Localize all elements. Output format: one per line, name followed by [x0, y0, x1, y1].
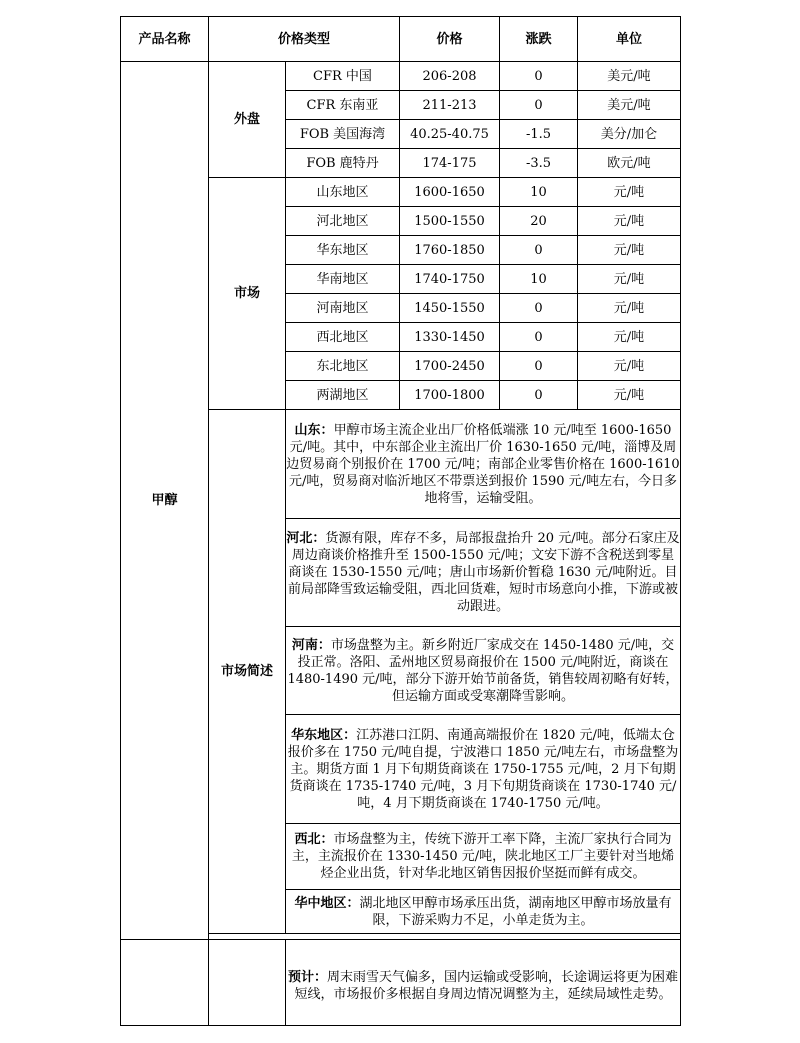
row-price: 1700-2450: [400, 352, 500, 381]
header-price-type: 价格类型: [209, 17, 400, 62]
header-price: 价格: [400, 17, 500, 62]
row-price: 1450-1550: [400, 294, 500, 323]
row-unit: 元/吨: [578, 265, 681, 294]
summary-text: 货源有限，库存不多，局部报盘抬升 20 元/吨。部分石家庄及周边商谈价格推升至 1500-1550 元/吨；文安下游不含税送到零星商谈在 1530-1550 元/吨；唐山市场新价暂稳 1630 元/吨附近。目前局部降雪致运输受阻，西北回货难，短时市场意向小推，下游或被动跟进。: [287, 531, 680, 614]
price-table: [120, 16, 681, 1026]
row-price: 1600-1650: [400, 178, 500, 207]
forecast-row: [121, 940, 681, 1026]
row-change: 0: [500, 62, 578, 91]
row-unit: 元/吨: [578, 236, 681, 265]
row-unit: 元/吨: [578, 352, 681, 381]
forecast-label: 预计：: [287, 969, 327, 985]
row-type: CFR 东南亚: [286, 91, 400, 120]
table-row: [121, 62, 681, 91]
row-unit: 美分/加仑: [578, 120, 681, 149]
group-summary: 市场简述: [209, 410, 286, 934]
header-product: 产品名称: [121, 17, 209, 62]
group-market: 市场: [209, 178, 286, 410]
summary-shandong: [286, 410, 681, 519]
summary-henan: [286, 627, 681, 715]
row-unit: 元/吨: [578, 294, 681, 323]
row-type: 河北地区: [286, 207, 400, 236]
product-name: 甲醇: [121, 62, 209, 940]
summary-text: 江苏港口江阴、南通高端报价在 1820 元/吨，低端太仓报价多在 1750 元/吨自提，宁波港口 1850 元/吨左右，市场盘整为主。期货方面 1 月下旬期货商谈在 1750-1755 元/吨，2 月下旬期货商谈在 1735-1740 元/吨，3 月下旬期货商谈在 1730-1740 元/吨，4 月下期货商谈在 1740-1750 元/吨。: [287, 727, 679, 811]
summary-text: 湖北地区甲醇市场承压出货，湖南地区甲醇市场放量有限，下游采购力不足，小单走货为主。: [359, 895, 672, 928]
row-price: 1740-1750: [400, 265, 500, 294]
row-change: -3.5: [500, 149, 578, 178]
row-price: 174-175: [400, 149, 500, 178]
summary-xibei: [286, 824, 681, 890]
row-price: 40.25-40.75: [400, 120, 500, 149]
row-change: 0: [500, 323, 578, 352]
summary-label: 山东：: [294, 422, 334, 438]
row-unit: 元/吨: [578, 207, 681, 236]
summary-huazhong: [286, 890, 681, 934]
summary-label: 河北：: [286, 531, 326, 546]
row-change: 10: [500, 265, 578, 294]
row-type: FOB 美国海湾: [286, 120, 400, 149]
row-type: 西北地区: [286, 323, 400, 352]
row-type: 山东地区: [286, 178, 400, 207]
row-type: 华南地区: [286, 265, 400, 294]
row-price: 211-213: [400, 91, 500, 120]
summary-huadong: [286, 715, 681, 824]
header-change: 涨跌: [500, 17, 578, 62]
row-change: 0: [500, 352, 578, 381]
forecast: [286, 940, 681, 1026]
forecast-empty-cell: [121, 940, 209, 1026]
row-unit: 元/吨: [578, 323, 681, 352]
row-change: 0: [500, 236, 578, 265]
summary-label: 西北：: [294, 832, 334, 847]
row-change: 0: [500, 91, 578, 120]
row-unit: 美元/吨: [578, 91, 681, 120]
row-change: 10: [500, 178, 578, 207]
row-type: FOB 鹿特丹: [286, 149, 400, 178]
row-change: 20: [500, 207, 578, 236]
header-unit: 单位: [578, 17, 681, 62]
summary-label: 华东地区：: [291, 727, 357, 743]
row-type: 华东地区: [286, 236, 400, 265]
forecast-text: 周末雨雪天气偏多，国内运输或受影响，长途调运将更为困难短线，市场报价多根据自身周边情况调整为主，延续局域性走势。: [294, 969, 679, 1002]
row-change: 0: [500, 381, 578, 410]
summary-label: 河南：: [291, 637, 331, 653]
row-price: 1760-1850: [400, 236, 500, 265]
row-unit: 元/吨: [578, 381, 681, 410]
row-price: 1330-1450: [400, 323, 500, 352]
row-type: 东北地区: [286, 352, 400, 381]
summary-text: 甲醇市场主流企业出厂价格低端涨 10 元/吨至 1600-1650 元/吨。其中，中东部企业主流出厂价 1630-1650 元/吨，淄博及周边贸易商个别报价在 1700 元/吨；南部企业零售价格在 1600-1610 元/吨，贸易商对临沂地区不带票送到报价 1590 元/吨左右，今日多地将雪，运输受阻。: [286, 422, 680, 506]
forecast-empty-cell: [209, 940, 286, 1026]
header-row: [121, 17, 681, 62]
row-type: 两湖地区: [286, 381, 400, 410]
row-type: 河南地区: [286, 294, 400, 323]
row-price: 1700-1800: [400, 381, 500, 410]
row-change: -1.5: [500, 120, 578, 149]
row-type: CFR 中国: [286, 62, 400, 91]
summary-text: 市场盘整为主。新乡附近厂家成交在 1450-1480 元/吨，交投正常。洛阳、孟州地区贸易商报价在 1500 元/吨附近，商谈在 1480-1490 元/吨，部分下游开始节前备货，销售较周初略有好转，但运输方面或受寒潮降雪影响。: [287, 637, 679, 704]
row-unit: 美元/吨: [578, 62, 681, 91]
group-outer: 外盘: [209, 62, 286, 178]
row-change: 0: [500, 294, 578, 323]
row-unit: 元/吨: [578, 178, 681, 207]
summary-label: 华中地区：: [294, 895, 360, 911]
summary-text: 市场盘整为主，传统下游开工率下降，主流厂家执行合同为主，主流报价在 1330-1450 元/吨，陕北地区工厂主要针对当地烯烃企业出货，针对华北地区销售因报价坚挺而鲜有成交。: [291, 832, 675, 881]
row-unit: 欧元/吨: [578, 149, 681, 178]
summary-hebei: [286, 519, 681, 627]
row-price: 206-208: [400, 62, 500, 91]
row-price: 1500-1550: [400, 207, 500, 236]
